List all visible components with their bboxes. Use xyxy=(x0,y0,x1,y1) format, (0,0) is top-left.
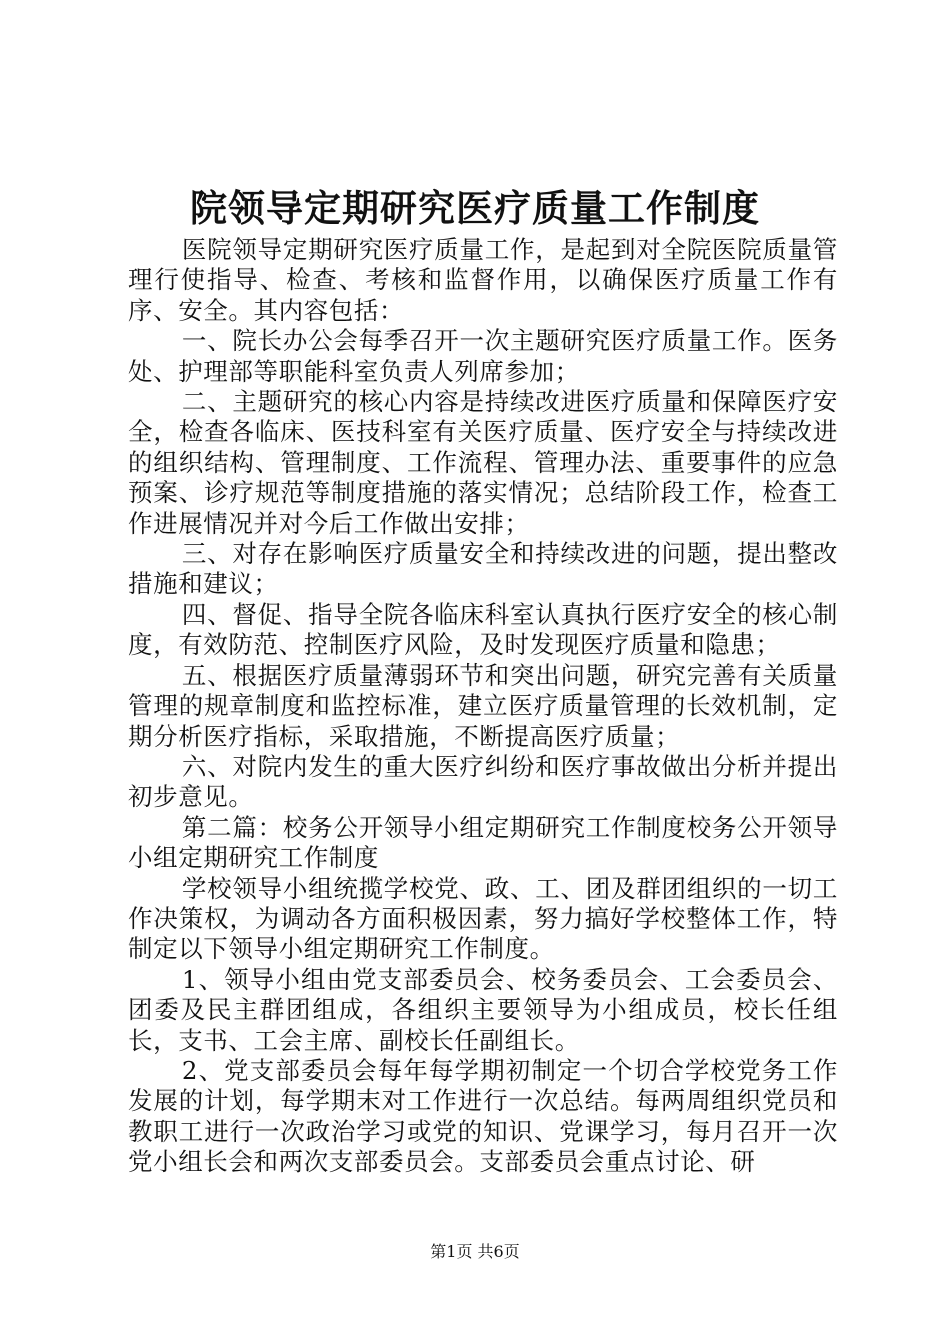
paragraph: 学校领导小组统揽学校党、政、工、团及群团组织的一切工作决策权，为调动各方面积极因素，努力搞好学校整体工作，特制定以下领导小组定期研究工作制度。 xyxy=(128,873,838,964)
paragraph: 六、对院内发生的重大医疗纠纷和医疗事故做出分析并提出初步意见。 xyxy=(128,751,838,812)
paragraph: 医院领导定期研究医疗质量工作，是起到对全院医院质量管理行使指导、检查、考核和监督作用，以确保医疗质量工作有序、安全。其内容包括： xyxy=(128,235,838,325)
document-title: 院领导定期研究医疗质量工作制度 xyxy=(190,186,760,230)
paragraph: 一、院长办公会每季召开一次主题研究医疗质量工作。医务处、护理部等职能科室负责人列席参加； xyxy=(128,326,838,386)
paragraph: 1、领导小组由党支部委员会、校务委员会、工会委员会、团委及民主群团组成，各组织主要领导为小组成员，校长任组长，支书、工会主席、副校长任副组长。 xyxy=(128,964,838,1055)
section-heading: 第二篇：校务公开领导小组定期研究工作制度校务公开领导小组定期研究工作制度 xyxy=(128,812,838,873)
paragraph: 四、督促、指导全院各临床科室认真执行医疗安全的核心制度，有效防范、控制医疗风险，及时发现医疗质量和隐患； xyxy=(128,599,838,660)
paragraph: 三、对存在影响医疗质量安全和持续改进的问题，提出整改措施和建议； xyxy=(128,539,838,599)
page-number: 第1页 共6页 xyxy=(430,1242,520,1261)
paragraph: 二、主题研究的核心内容是持续改进医疗质量和保障医疗安全，检查各临床、医技科室有关医疗质量、医疗安全与持续改进的组织结构、管理制度、工作流程、管理办法、重要事件的应急预案、诊疗规范等制度措施的落实情况；总结阶段工作，检查工作进展情况并对今后工作做出安排； xyxy=(128,387,838,538)
paragraph: 2、党支部委员会每年每学期初制定一个切合学校党务工作发展的计划，每学期末对工作进行一次总结。每两周组织党员和教职工进行一次政治学习或党的知识、党课学习，每月召开一次党小组长会和两次支部委员会。支部委员会重点讨论、研 xyxy=(128,1055,838,1177)
paragraph: 五、根据医疗质量薄弱环节和突出问题，研究完善有关质量管理的规章制度和监控标准，建立医疗质量管理的长效机制，定期分析医疗指标，采取措施，不断提高医疗质量； xyxy=(128,660,838,751)
document-body xyxy=(128,235,838,1178)
